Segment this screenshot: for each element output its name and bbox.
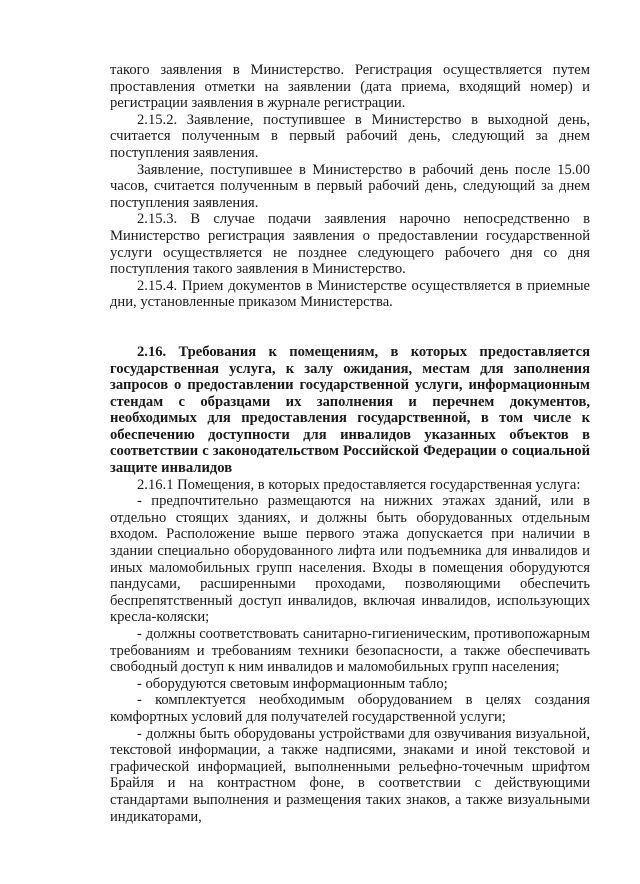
list-item-light-board: - оборудуются световым информационным табло; <box>137 675 448 692</box>
list-item-braille-devices: - должны быть оборудованы устройствами для озвучивания визуальной, текстовой информации, а также надписями, знаками и иной текстовой и графической информацией, выполненными рельефно-точечным шрифтом Брайля и на контрастном фоне, в соответствии с действующими стандартами выполнения и размещения таких знаков, а также визуальными индикаторами, <box>110 725 590 825</box>
paragraph-2-15-4: 2.15.4. Прием документов в Министерстве осуществляется в приемные дни, установленные приказом Министерства. <box>110 277 590 311</box>
section-spacer <box>110 311 590 344</box>
list-item-equipment: - комплектуется необходимым оборудованием в целях создания комфортных условий для получателей государственной услуги; <box>110 692 590 725</box>
paragraph-2-16-1: 2.16.1 Помещения, в которых предоставляется государственная услуга: <box>137 476 581 493</box>
paragraph-registration-continued: такого заявления в Министерство. Регистрация осуществляется путем проставления отметки на заявлении (дата приема, входящий номер) и регистрации заявления в журнале регистрации. <box>110 62 590 112</box>
section-heading-2-16: 2.16. Требования к помещениям, в которых предоставляется государственная услуга, к залу ожидания, местам для заполнения запросов о предоставлении государственной услуги, информационным стендам с образцами их заполнения и перечнем документов, необходимых для предоставления государственной, в том числе к обеспечению доступности для инвалидов указанных объектов в соответствии с законодательством Российской Федерации о социальной защите инвалидов <box>110 343 590 477</box>
list-item-sanitary-requirements: - должны соответствовать санитарно-гигиеническим, противопожарным требованиям и требованиям техники безопасности, а также обеспечивать свободный доступ к ним инвалидов и маломобильных групп населения; <box>110 626 590 676</box>
document-page <box>110 62 590 825</box>
list-item-lower-floors: - предпочтительно размещаются на нижних этажах зданий, или в отдельно стоящих зданиях, и должны быть оборудованных отдельным входом. Расположение выше первого этажа допускается при наличии в здании специально оборудованного лифта или подъемника для инвалидов и иных маломобильных групп населения. Входы в помещения оборудуются пандусами, расширенными проходами, позволяющими обеспечить беспрепятственный доступ инвалидов, включая инвалидов, использующих кресла-коляски; <box>110 493 590 626</box>
paragraph-2-15-3: 2.15.3. В случае подачи заявления нарочно непосредственно в Министерство регистрация заявления о предоставлении государственной услуги осуществляется не позднее следующего рабочего дня со дня поступления такого заявления в Министерство. <box>110 211 590 278</box>
paragraph-after-15-hours: Заявление, поступившее в Министерство в рабочий день после 15.00 часов, считается полученным в первый рабочий день, следующий за днем поступления заявления. <box>110 161 590 211</box>
paragraph-2-15-2: 2.15.2. Заявление, поступившее в Министерство в выходной день, считается полученным в первый рабочий день, следующий за днем поступления заявления. <box>110 111 590 161</box>
